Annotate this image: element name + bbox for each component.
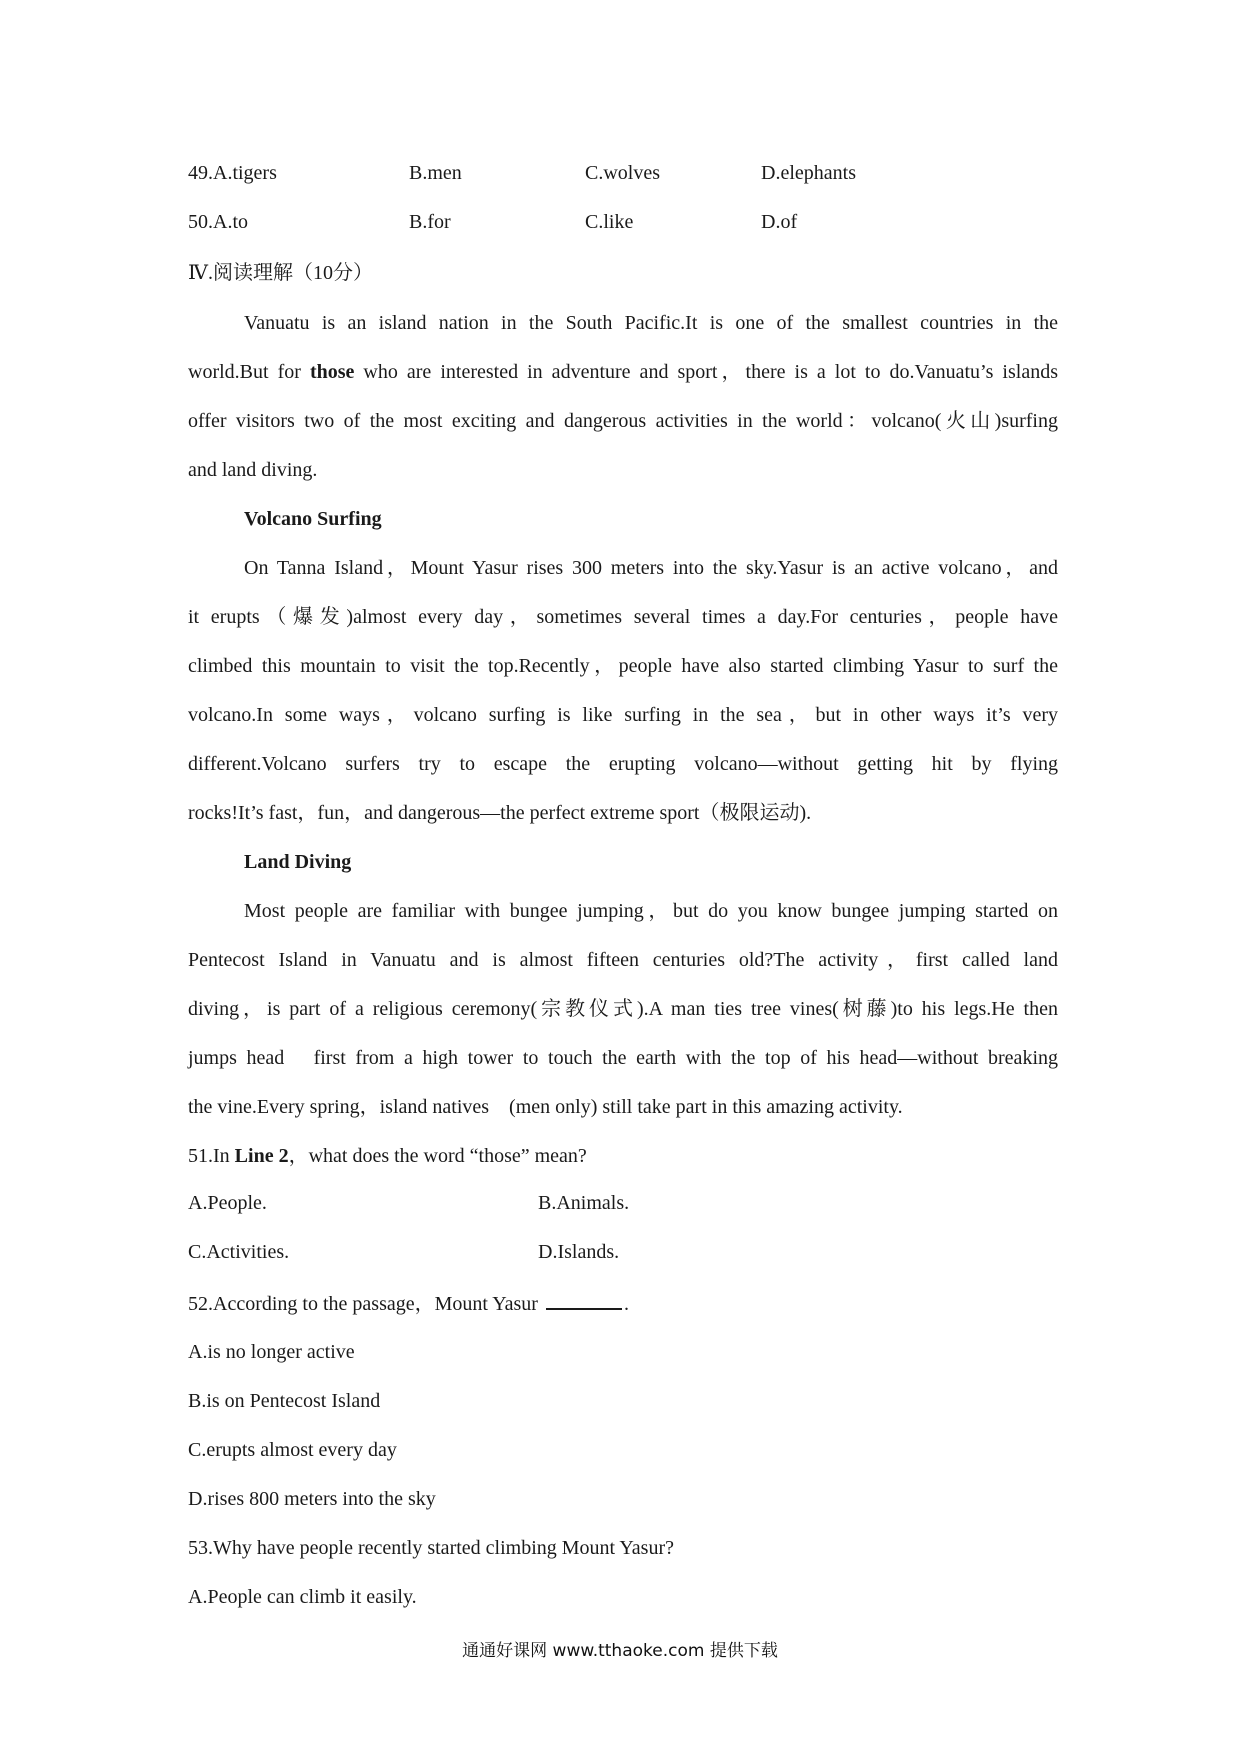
paragraph-line: and land diving. xyxy=(188,459,318,481)
option-52-c: C.erupts almost every day xyxy=(188,1439,397,1461)
paragraph-line: Most people are familiar with bungee jumping，but do you know bungee jumping started on xyxy=(244,900,1058,922)
option-51-a: A.People. xyxy=(188,1192,267,1214)
option-49-b: B.men xyxy=(409,162,462,184)
question-stem: 51.In Line 2，what does the word “those” mean? xyxy=(188,1145,587,1167)
paragraph-line: world.But for those who are interested in adventure and sport，there is a lot to do.Vanuatu’s islands xyxy=(188,361,1058,383)
option-51-c: C.Activities. xyxy=(188,1241,290,1263)
paragraph-line: rocks!It’s fast，fun，and dangerous—the perfect extreme sport（极限运动). xyxy=(188,802,812,824)
emphasized-word-those: those xyxy=(309,361,355,383)
option-53-a: A.People can climb it easily. xyxy=(188,1586,417,1608)
option-50-d: D.of xyxy=(761,211,798,233)
option-49-c: C.wolves xyxy=(585,162,660,184)
paragraph-line: Vanuatu is an island nation in the South Pacific.It is one of the smallest countries in the xyxy=(244,312,1058,334)
paragraph-line: diving，is part of a religious ceremony(宗教仪式).A man ties tree vines(树藤)to his legs.He then xyxy=(188,998,1058,1020)
question-stem: 53.Why have people recently started climbing Mount Yasur? xyxy=(188,1537,674,1559)
option-51-d: D.Islands. xyxy=(538,1241,620,1263)
paragraph-line: it erupts（爆发)almost every day，sometimes several times a day.For centuries，people have xyxy=(188,606,1058,628)
paragraph-line: volcano.In some ways，volcano surfing is like surfing in the sea，but in other ways it’s very xyxy=(188,704,1058,726)
paragraph-line: Pentecost Island in Vanuatu and is almost fifteen centuries old?The activity，first called land xyxy=(188,949,1058,971)
option-49-d: D.elephants xyxy=(761,162,856,184)
question-stem: 52.According to the passage，Mount Yasur . xyxy=(188,1290,1058,1317)
subheading-land-diving: Land Diving xyxy=(244,851,352,873)
paragraph-line: offer visitors two of the most exciting and dangerous activities in the world：volcano(火山)surfing xyxy=(188,410,1058,432)
option-51-b: B.Animals. xyxy=(538,1192,630,1214)
option-52-a: A.is no longer active xyxy=(188,1341,355,1363)
paragraph-line: climbed this mountain to visit the top.Recently，people have also started climbing Yasur to surf the xyxy=(188,655,1058,677)
paragraph-line: different.Volcano surfers try to escape the erupting volcano—without getting hit by flying xyxy=(188,753,1058,775)
option-52-d: D.rises 800 meters into the sky xyxy=(188,1488,436,1510)
answer-blank xyxy=(546,1290,622,1310)
option-49-a: 49.A.tigers xyxy=(188,162,277,184)
paragraph-line: On Tanna Island，Mount Yasur rises 300 meters into the sky.Yasur is an active volcano，and xyxy=(244,557,1058,579)
option-50-b: B.for xyxy=(409,211,451,233)
page-footer: 通通好课网 www.tthaoke.com 提供下载 xyxy=(462,1641,778,1661)
option-50-c: C.like xyxy=(585,211,634,233)
subheading-volcano-surfing: Volcano Surfing xyxy=(244,508,382,530)
paragraph-line: jumps head first from a high tower to touch the earth with the top of his head—without breaking xyxy=(188,1047,1058,1069)
section-heading: Ⅳ.阅读理解（10分） xyxy=(188,262,373,284)
paragraph-line: the vine.Every spring，island natives (men only) still take part in this amazing activity. xyxy=(188,1096,903,1118)
option-50-a: 50.A.to xyxy=(188,211,248,233)
option-52-b: B.is on Pentecost Island xyxy=(188,1390,381,1412)
